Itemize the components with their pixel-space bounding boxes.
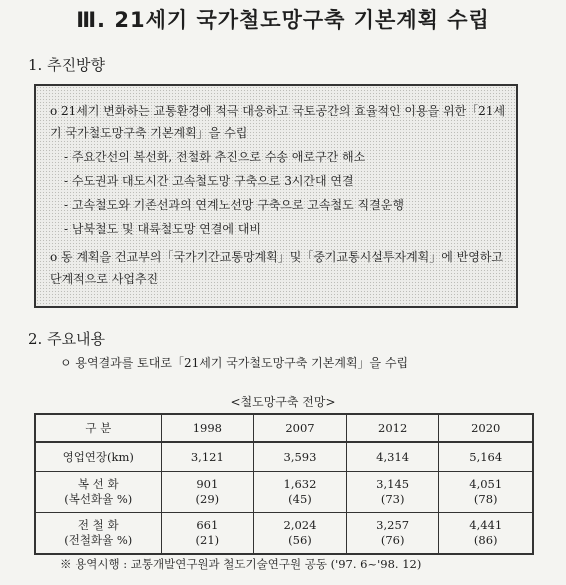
row-label-sub: (복선화율 %) [64,492,133,506]
row-label [35,513,161,555]
table-caption: <철도망구축 전망> [230,395,336,409]
cell-value: 3,145 [376,477,410,491]
direction-dash-1: - 주요간선의 복선화, 전철화 추진으로 수송 애로구간 해소 [64,150,366,164]
table-row [35,472,533,513]
cell-ratio: (76) [380,533,405,547]
direction-dash-4: - 남북철도 및 대륙철도망 연결에 대비 [64,222,262,236]
row-label: 영업연장(km) [35,442,161,472]
direction-point-1: o 21세기 변화하는 교통환경에 적극 대응하고 국토공간의 효율적인 이용을 위한「21세기 국가철도망구축 기본계획」을 수립 [50,104,506,140]
page-title: Ⅲ. 21세기 국가철도망구축 기본계획 수립 [76,8,490,32]
cell-value: 4,441 [469,518,503,532]
cell-value: 1,632 [283,477,317,491]
cell-ratio: (45) [288,492,312,506]
table-cell: 4,314 [346,442,439,472]
cell-value: 4,051 [469,477,503,491]
header-year: 2007 [254,414,347,442]
header-year: 2020 [439,414,533,442]
cell-value: 2,024 [283,518,317,532]
table-cell: 3,121 [161,442,254,472]
table-cell [161,513,254,555]
cell-value: 3,257 [376,518,410,532]
table-row [35,513,533,555]
railway-outlook-table [34,413,534,555]
cell-value: 901 [196,477,219,491]
cell-value: 661 [196,518,219,532]
section1-heading: 1. 추진방향 [28,56,106,74]
cell-ratio: (73) [380,492,405,506]
cell-ratio: (78) [473,492,498,506]
section2-heading: 2. 주요내용 [28,330,106,348]
header-year: 2012 [346,414,439,442]
cell-ratio: (29) [195,492,220,506]
table-cell [439,513,533,555]
header-year: 1998 [161,414,254,442]
row-label-main: 전 철 화 [77,518,119,532]
table-cell [346,472,439,513]
direction-dash-2: - 수도권과 대도시간 고속철도망 구축으로 3시간대 연결 [64,174,354,188]
section2-subpoint: ㅇ 용역결과를 토대로「21세기 국가철도망구축 기본계획」을 수립 [60,356,409,370]
direction-box [34,84,518,308]
direction-point-2: o 동 계획을 건교부의「국가기간교통망계획」및「중기교통시설투자계획」에 반영하고 단계적으로 사업추진 [50,250,504,286]
table-cell: 5,164 [439,442,533,472]
table-cell [254,513,347,555]
table-cell: 3,593 [254,442,347,472]
direction-dash-3: - 고속철도와 기존선과의 연계노선망 구축으로 고속철도 직결운행 [64,198,404,212]
row-label-main: 복 선 화 [77,477,119,491]
cell-ratio: (21) [195,533,220,547]
table-cell [254,472,347,513]
table-row [35,442,533,472]
header-category: 구 분 [35,414,161,442]
table-header-row [35,414,533,442]
cell-ratio: (56) [288,533,312,547]
table-cell [439,472,533,513]
row-label [35,472,161,513]
row-label-sub: (전철화율 %) [64,533,133,547]
footnote: ※ 용역시행 : 교통개발연구원과 철도기술연구원 공동 ('97. 6~'98. 12) [60,557,422,571]
table-cell [161,472,254,513]
cell-ratio: (86) [473,533,498,547]
table-cell [346,513,439,555]
